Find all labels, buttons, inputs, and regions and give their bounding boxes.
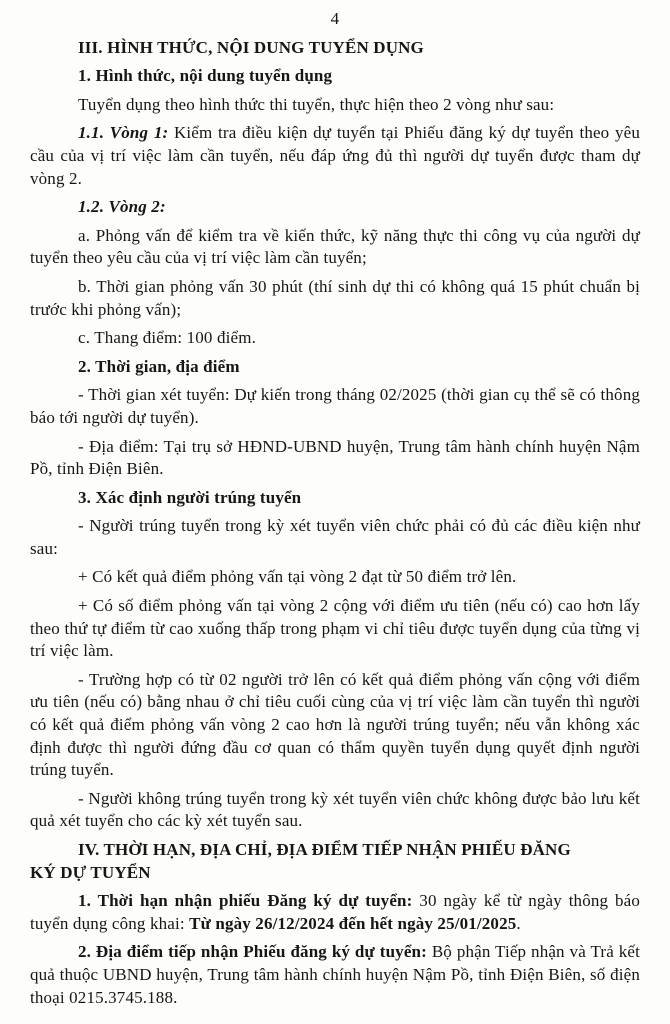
page-number: 4 <box>330 9 340 28</box>
heading-section-iii: III. HÌNH THỨC, NỘI DUNG TUYỂN DỤNG <box>78 37 424 57</box>
paragraph-time: - Thời gian xét tuyển: Dự kiến trong tháng 02/2025 (thời gian cụ thể sẽ có thông báo tới người dự tuyển). <box>30 385 640 427</box>
deadline-dates: Từ ngày 26/12/2024 đến hết ngày 25/01/2025 <box>189 913 517 933</box>
paragraph-item-a: a. Phỏng vấn để kiểm tra về kiến thức, kỹ năng thực thi công vụ của người dự tuyển theo yêu cầu của vị trí việc làm cần tuyển; <box>30 225 640 268</box>
round-1-text: Kiểm tra điều kiện dự tuyển tại Phiếu đăng ký dự tuyển theo yêu cầu của vị trí việc làm cần tuyển, nếu đáp ứng đủ thì người dự tuyển được tham dự vòng 2. <box>30 123 641 188</box>
paragraph-deadline <box>30 890 640 935</box>
paragraph-item-c: c. Thang điểm: 100 điểm. <box>78 328 256 348</box>
heading-section-iv <box>30 839 640 884</box>
paragraph-tiebreak: - Trường hợp có từ 02 người trở lên có kết quả điểm phỏng vấn cộng với điểm ưu tiên (nếu có) bằng nhau ở chỉ tiêu cuối cùng của vị trí việc làm cần tuyển thì người có kết quả điểm phỏng vấn vòng 2 cao hơn là người trúng tuyển; nếu vẫn không xác định được thì người đứng đầu cơ quan có thẩm quyền tuyển dụng quyết định người trúng tuyển. <box>30 669 640 780</box>
heading-iv-line-1: IV. THỜI HẠN, ĐỊA CHỈ, ĐỊA ĐIỂM TIẾP NHẬN PHIẾU ĐĂNG <box>78 840 571 859</box>
paragraph-condition-score: + Có kết quả điểm phỏng vấn tại vòng 2 đạt từ 50 điểm trở lên. <box>78 567 517 587</box>
deadline-text: 30 ngày kể từ ngày thông báo tuyển dụng công khai: <box>30 891 641 933</box>
paragraph-round-2 <box>30 196 640 219</box>
heading-iv-line-2: KÝ DỰ TUYỂN <box>30 862 151 882</box>
paragraph-no-reserve: - Người không trúng tuyển trong kỳ xét tuyển viên chức không được bảo lưu kết quả xét tuyển cho các kỳ xét tuyển sau. <box>30 788 640 831</box>
paragraph-item-b: b. Thời gian phỏng vấn 30 phút (thí sinh dự thi có không quá 15 phút chuẩn bị trước khi phỏng vấn); <box>30 276 640 319</box>
round-2-label: 1.2. Vòng 2: <box>78 197 166 217</box>
paragraph-condition-ranking: + Có số điểm phỏng vấn tại vòng 2 cộng với điểm ưu tiên (nếu có) cao hơn lấy theo thứ tự điểm từ cao xuống thấp trong phạm vi chỉ tiêu được tuyển dụng của từng vị trí việc làm. <box>30 596 640 661</box>
deadline-label: 1. Thời hạn nhận phiếu Đăng ký dự tuyển: <box>78 891 420 911</box>
address-text: Bộ phận Tiếp nhận và Trả kết quả thuộc UBND huyện, Trung tâm hành chính huyện Nậm Pồ, tỉnh Điện Biên, số điện thoại 0215.3745.188. <box>30 942 640 1007</box>
deadline-period: . <box>516 913 521 933</box>
address-label: 2. Địa điểm tiếp nhận Phiếu đăng ký dự tuyển: <box>78 942 432 962</box>
paragraph-conditions: - Người trúng tuyển trong kỳ xét tuyển viên chức phải có đủ các điều kiện như sau: <box>30 516 640 558</box>
round-1-label: 1.1. Vòng 1: <box>78 123 174 143</box>
paragraph-place: - Địa điểm: Tại trụ sở HĐND-UBND huyện, Trung tâm hành chính huyện Nậm Pồ, tỉnh Điện Biên. <box>30 436 640 479</box>
heading-subsection-2: 2. Thời gian, địa điểm <box>78 356 240 376</box>
heading-subsection-1: 1. Hình thức, nội dung tuyển dụng <box>78 66 333 86</box>
paragraph-address <box>30 941 640 1009</box>
heading-subsection-3: 3. Xác định người trúng tuyển <box>78 487 302 507</box>
paragraph-intro: Tuyển dụng theo hình thức thi tuyển, thực hiện theo 2 vòng như sau: <box>78 94 555 114</box>
paragraph-round-1 <box>30 122 640 190</box>
